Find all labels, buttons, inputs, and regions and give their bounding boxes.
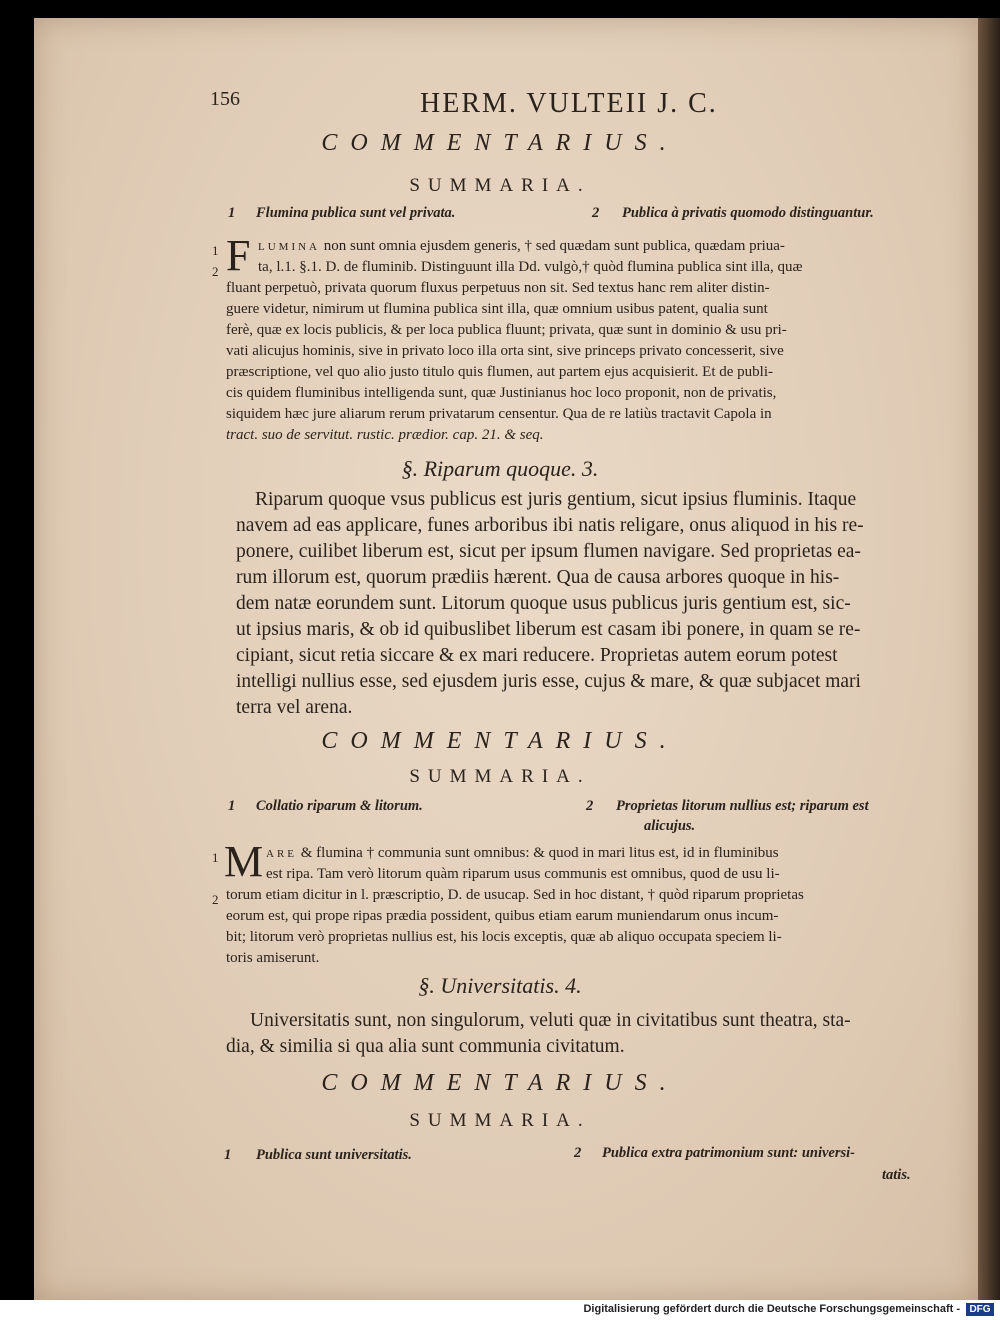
small-caps-word: ARE	[266, 848, 297, 860]
summaria-heading: SUMMARIA.	[409, 766, 591, 787]
paragraph-line: dia, & similia si qua alia sunt communia civitatum.	[226, 1036, 625, 1057]
summary-item: Proprietas litorum nullius est; riparum est	[616, 798, 869, 814]
paragraph-line: ferè, quæ ex locis publicis, & per loca publica fluunt; privata, quæ sunt in dominio & usu pri-	[226, 322, 787, 338]
page-number: 156	[210, 88, 240, 110]
small-caps-word: LUMINA	[258, 241, 320, 253]
paragraph-line: ta, l.1. §.1. D. de fluminib. Distinguunt illa Dd. vulgò,† quòd flumina publica sint illa, quæ	[258, 259, 803, 275]
paragraph-line: intelligi nullius esse, sed ejusdem juris esse, cujus & mare, & quæ subjacet mari	[236, 671, 861, 692]
drop-cap: F	[226, 231, 251, 280]
paragraph-line: terra vel arena.	[236, 697, 353, 718]
paragraph-line: toris amiserunt.	[226, 950, 320, 966]
summary-number: 1	[224, 1147, 232, 1163]
book-edge	[978, 18, 1000, 1300]
paragraph-line: guere videtur, nimirum ut flumina publica sint illa, quæ omnium usibus patent, qualia sunt	[226, 301, 768, 317]
paragraph-line: Riparum quoque vsus publicus est juris gentium, sicut ipsius fluminis. Itaque	[255, 489, 857, 510]
section-heading: §. Riparum quoque. 3.	[401, 456, 599, 481]
footer-bar	[0, 1300, 1000, 1320]
paragraph-line: fluant perpetuò, privata quorum fluxus perpetuus non sit. Sed textus hanc rem aliter distin-	[226, 280, 770, 296]
line-text: & flumina † communia sunt omnibus: & quod in mari litus est, id in fluminibus	[300, 845, 779, 861]
paragraph-line	[258, 236, 785, 258]
summary-number: 2	[586, 798, 594, 814]
line-text: non sunt omnia ejusdem generis, † sed quædam sunt publica, quædam priua-	[323, 238, 785, 254]
summary-item: tatis.	[882, 1167, 911, 1183]
margin-number: 2	[212, 264, 219, 279]
paragraph-line: bit; litorum verò proprietas nullius est, his locis exceptis, quæ ab aliquo occupata speciem li-	[226, 929, 782, 945]
paragraph-line	[266, 843, 779, 865]
paragraph-line: tract. suo de servitut. rustic. prædior. cap. 21. & seq.	[226, 427, 544, 443]
summary-item: Flumina publica sunt vel privata.	[256, 205, 456, 221]
paragraph-line: eorum est, qui prope ripas prædia possident, quibus etiam earum muniendarum onus incum-	[226, 908, 779, 924]
paragraph-line: ut ipsius maris, & ob id quibuslibet liberum est casam ibi ponere, in quam se re-	[236, 619, 861, 640]
summary-item: alicujus.	[644, 818, 696, 834]
margin-number: 2	[212, 892, 219, 907]
drop-cap: M	[224, 837, 264, 886]
paragraph-line: Universitatis sunt, non singulorum, veluti quæ in civitatibus sunt theatra, sta-	[250, 1010, 851, 1031]
dfg-logo: DFG	[966, 1303, 994, 1316]
summary-number: 2	[592, 205, 600, 221]
summaria-heading: SUMMARIA.	[409, 175, 591, 196]
summary-item: Collatio riparum & litorum.	[256, 798, 423, 814]
paragraph-line: præscriptione, vel quo alio justo titulo quis flumen, aut partem ejus acquisierit. Et de publi-	[226, 364, 773, 380]
summary-item: Publica extra patrimonium sunt: universi-	[602, 1145, 855, 1161]
summary-number: 1	[228, 205, 236, 221]
paragraph-line: vati alicujus hominis, sive in privato loco illa orta sint, sive princeps privato concesserit, sive	[226, 343, 784, 359]
paragraph-line: rum illorum est, quorum prædiis hærent. Qua de causa arbores quoque in his-	[236, 567, 840, 588]
summary-number: 1	[228, 798, 236, 814]
paragraph-line: ponere, cuilibet liberum est, sicut per ipsum flumen navigare. Sed proprietas ea-	[236, 541, 861, 562]
paragraph-line: siquidem hæc jure aliarum rerum privatarum censentur. Qua de re latiùs tractavit Capola in	[226, 406, 772, 422]
commentarius-heading: COMMENTARIUS.	[321, 728, 679, 754]
margin-number: 1	[212, 850, 219, 865]
paragraph-line: navem ad eas applicare, funes arboribus ibi natis religare, onus aliquod in his re-	[236, 515, 864, 536]
section-heading: §. Universitatis. 4.	[418, 973, 582, 998]
summary-number: 2	[574, 1145, 582, 1161]
paragraph-line: cis quidem fluminibus intelligenda sunt, quæ Justinianus hoc loco proponit, non de privatis,	[226, 385, 777, 401]
running-title: HERM. VULTEII J. C.	[420, 88, 718, 119]
paragraph-line: torum etiam dicitur in l. præscriptio, D. de usucap. Sed in hoc distant, † quòd riparum proprietas	[226, 887, 804, 903]
funding-notice: Digitalisierung gefördert durch die Deutsche Forschungsgemeinschaft -	[583, 1303, 960, 1315]
summary-item: Publica à privatis quomodo distinguantur.	[622, 205, 874, 221]
paragraph-line: dem natæ eorundem sunt. Litorum quoque usus publicus juris gentium est, sic-	[236, 593, 851, 614]
paragraph-line: est ripa. Tam verò litorum quàm riparum usus communis est omnibus, quod de usu li-	[266, 866, 780, 882]
margin-number: 1	[212, 243, 219, 258]
commentarius-heading: COMMENTARIUS.	[321, 1070, 679, 1096]
summaria-heading: SUMMARIA.	[409, 1110, 591, 1131]
paragraph-line: cipiant, sicut retia siccare & ex mari reducere. Proprietas autem eorum potest	[236, 645, 838, 666]
commentarius-heading: COMMENTARIUS.	[321, 130, 679, 156]
summary-item: Publica sunt universitatis.	[256, 1147, 412, 1163]
